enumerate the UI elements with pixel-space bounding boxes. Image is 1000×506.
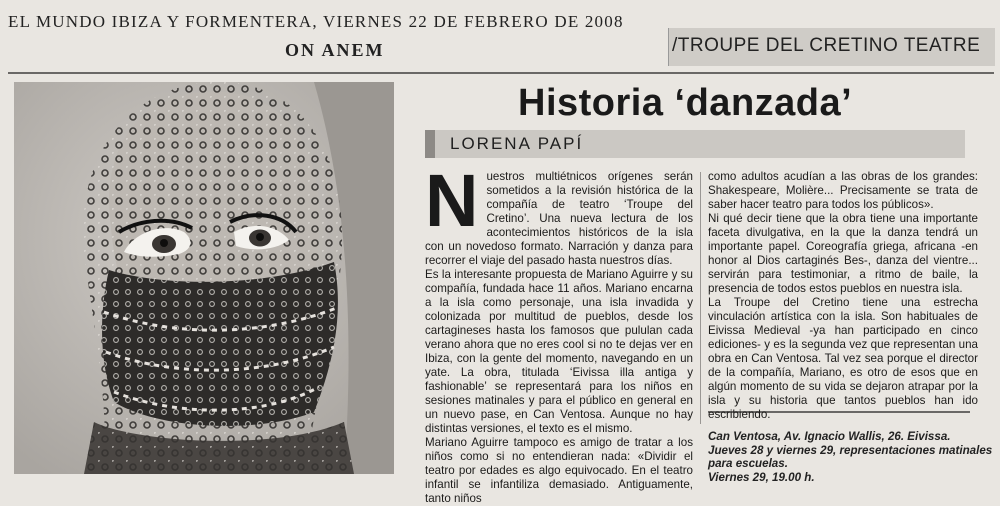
info-line: Jueves 28 y viernes 29, representaciones matinales [708, 443, 993, 457]
byline-mark [425, 130, 435, 158]
drop-cap: N [425, 159, 479, 242]
info-line: para escuelas. [708, 457, 788, 470]
paragraph: Es la interesante propuesta de Mariano Aguirre y su compañía, fundada hace 11 años. Mariano encarna a la isla como personaje, una isla invadida y colonizada por multitud de pueblos, desde los cartagineses hasta los famosos que pululan cada verano ahora que no eres cool si no te dejas ver en Ibiza, con la gente del momento, navegando en un yate. La obra, titulada ‘Eivissa illa antiga y fashionable’ se representará para los niños en sesiones matinales y para el público en general en un nuevo pase, en Can Ventosa. Aunque no hay distintas versiones, el texto es el mismo. [425, 268, 693, 435]
article-column-2 [708, 170, 978, 422]
paragraph: La Troupe del Cretino tiene una estrecha vinculación artística con la isla. Son habituales de Eivissa Medieval -ya han participado en cinco ediciones- y es la segunda vez que representan una obra en Can Ventosa. Tal vez sea porque el director de la compañía, Mariano, es otro de esos que en algún momento de su vida se dejaron atrapar por la isla y su historia que tantos pueblos han ido escribiendo. [708, 296, 978, 421]
paragraph: uestros multiétnicos orígenes serán sometidos a la revisión histórica de la compañía de teatro ‘Troupe del Cretino’. Una nueva lectura de los acontecimientos históricos de la isla con un novedoso formato. Narración y danza para recorrer el viaje del pasado hasta nuestros días. [425, 170, 693, 267]
headline: Historia ‘danzada’ [518, 82, 853, 124]
top-rule [8, 72, 994, 74]
info-line: Viernes 29, 19.00 h. [708, 470, 815, 484]
section-name: ON ANEM [285, 40, 385, 60]
paragraph: Ni qué decir tiene que la obra tiene una importante faceta divulgativa, en la que la danza tendrá un importante papel. Coreografía griega, africana -en honor al Dios cartaginés Bes-, danza del vientre... servirán para testimoniar, a ritmo de baile, la presencia de todos estos pueblos en nuestra isla. [708, 212, 978, 295]
event-info [708, 430, 993, 484]
paragraph: Mariano Aguirre tampoco es amigo de tratar a los niños como si no entendieran nada: «Dividir el teatro por edades es algo equivocado. En el teatro infantil se infantiliza demasiado. Antiguamente, tanto niños [425, 436, 693, 505]
paragraph: como adultos acudían a las obras de los grandes: Shakespeare, Molière... Precisamente se trata de saber hacer teatro para todos los públicos». [708, 170, 978, 211]
byline: LORENA PAPÍ [450, 134, 584, 153]
photo [14, 82, 394, 474]
masthead: EL MUNDO IBIZA Y FORMENTERA, VIERNES 22 DE FEBRERO DE 2008 [8, 12, 624, 31]
column-divider [700, 172, 701, 424]
dancer-face-veil-icon [14, 82, 394, 474]
tag-label: /TROUPE DEL CRETINO TEATRE [672, 35, 981, 56]
info-line: Can Ventosa, Av. Ignacio Wallis, 26. Eivissa. [708, 430, 951, 443]
article-column-1 [425, 159, 693, 506]
